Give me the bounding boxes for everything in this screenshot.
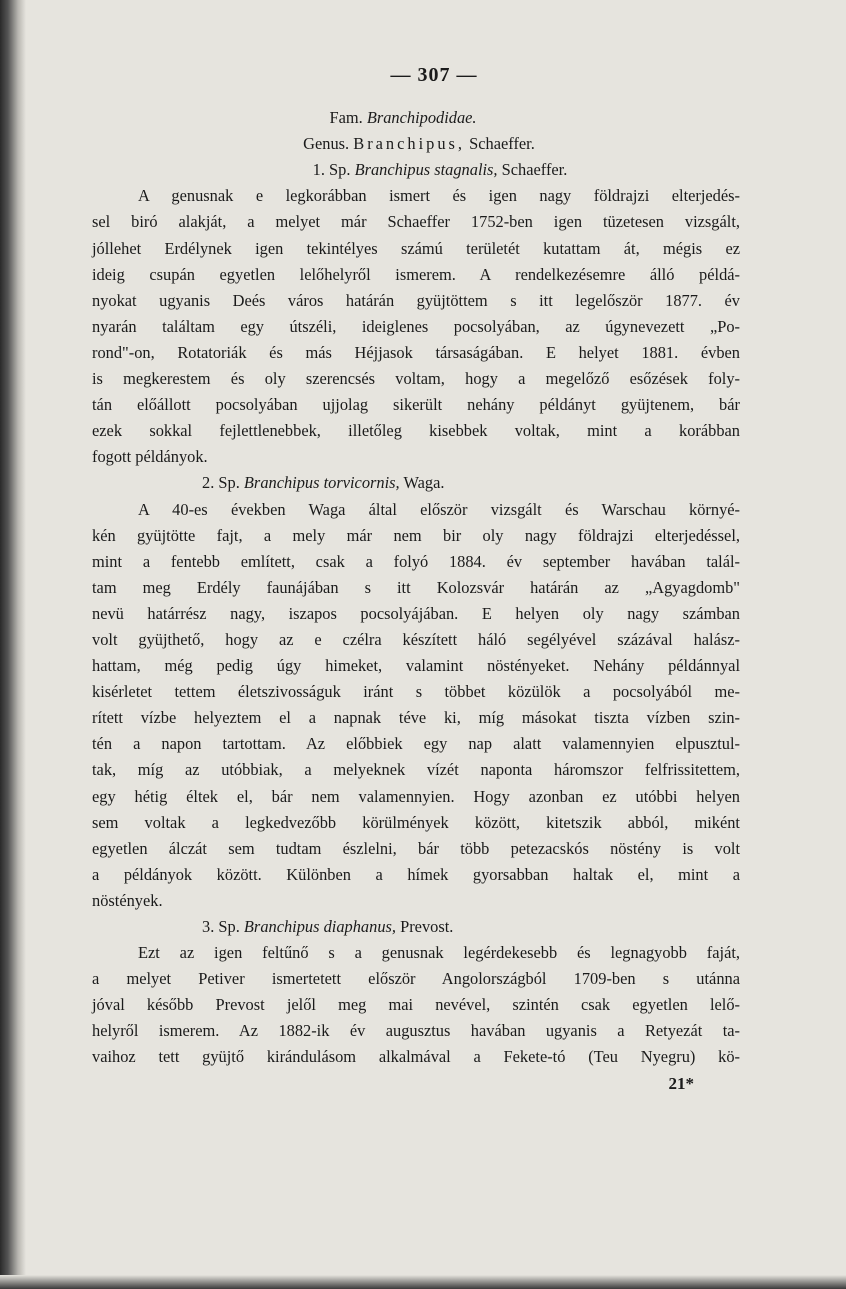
species-1-prefix: 1. Sp.: [312, 160, 351, 180]
genus-heading: [98, 131, 740, 157]
species-2-name: Branchipus torvicornis,: [243, 473, 400, 493]
paragraph-2-line: a példányok között. Különben a hímek gyorsabban haltak el, mint a: [92, 864, 740, 884]
species-3-heading: [92, 914, 740, 940]
paragraph-2-line: hattam, még pedig úgy himeket, valamint nöstényeket. Nehány példánnyal: [92, 656, 740, 676]
species-1-name: Branchipus stagnalis,: [354, 160, 498, 180]
paragraph-2: [92, 497, 740, 915]
family-prefix: Fam.: [329, 108, 363, 128]
species-3-prefix: 3. Sp.: [202, 917, 240, 936]
genus-author: Schaeffer.: [469, 134, 535, 154]
paragraph-1-line: tán előállott pocsolyában ujjolag sikerült nehány példányt gyüjtenem, bár: [92, 395, 740, 415]
species-2-author: Waga.: [403, 473, 445, 493]
paragraph-1-line: rond"-on, Rotatoriák és más Héjjasok társaságában. E helyet 1881. évben: [92, 342, 740, 362]
paragraph-2-line: A 40-es években Waga által először vizsgált és Warschau környé-: [138, 499, 740, 519]
paragraph-2-line: sem voltak a legkedvezőbb körülmények között, kitetszik abból, miként: [92, 812, 740, 832]
paragraph-2-line: tam meg Erdély faunájában s itt Kolozsvár határán az „Agyagdomb": [92, 577, 740, 597]
paragraph-1-line: fogott példányok.: [92, 447, 208, 467]
paragraph-2-line: egyetlen álczát sem tudtam észlelni, bár több petezacskós nöstény is volt: [92, 838, 740, 858]
paragraph-1-line: nyokat ugyanis Deés város határán gyüjtöttem s itt legelőször 1877. év: [92, 290, 740, 310]
binding-shadow: [0, 0, 26, 1289]
species-2-prefix: 2. Sp.: [202, 473, 240, 493]
paragraph-2-line: kisérletet tettem életszivosságuk iránt s többet közülök a pocsolyából me-: [92, 682, 740, 702]
paragraph-3-line: a melyet Petiver ismertetett először Angolországból 1709-ben s utánna: [92, 969, 740, 989]
paragraph-2-line: nevü határrész nagy, iszapos pocsolyájában. E helyen oly nagy számban: [92, 603, 740, 623]
paragraph-1-line: ideig csupán egyetlen lelőhelyről ismerem. A rendelkezésemre álló példá-: [92, 264, 740, 284]
paragraph-2-line: volt gyüjthető, hogy az e czélra készített háló segélyével százával halász-: [92, 629, 740, 649]
paragraph-1-line: nyarán találtam egy útszéli, ideiglenes pocsolyában, az úgynevezett „Po-: [92, 316, 740, 336]
family-name: Branchipodidae.: [366, 108, 477, 128]
paragraph-1-line: sel biró alakját, a melyet már Schaeffer 1752-ben igen tüzetesen vizsgált,: [92, 212, 740, 232]
paragraph-3-line: jóval később Prevost jelől meg mai nevével, szintén csak egyetlen lelő-: [92, 995, 740, 1015]
species-3-author: Prevost.: [400, 917, 454, 936]
paragraph-2-line: tén a napon tartottam. Az előbbiek egy nap alatt valamennyien elpusztul-: [92, 734, 740, 754]
paragraph-2-line: kén gyüjtötte fajt, a mely már nem bir oly nagy földrajzi elterjedéssel,: [92, 525, 740, 545]
page-number: — 307 —: [390, 64, 478, 86]
signature-mark: 21*: [668, 1073, 694, 1093]
paragraph-3-line: vaihoz tett gyüjtő kirándulásom alkalmával a Fekete-tó (Teu Nyegru) kö-: [92, 1047, 740, 1067]
paragraph-1-line: A genusnak e legkorábban ismert és igen nagy földrajzi elterjedés-: [138, 186, 740, 206]
paragraph-2-line: rített vízbe helyeztem el a napnak téve ki, míg másokat tiszta vízben szin-: [92, 708, 740, 728]
family-heading: [66, 105, 740, 131]
paragraph-3-line: helyről ismerem. Az 1882-ik év augusztus havában ugyanis a Retyezát ta-: [92, 1021, 740, 1041]
species-2-heading: [92, 470, 740, 496]
species-1-author: Schaeffer.: [501, 160, 568, 180]
paragraph-3: [92, 940, 740, 1070]
paragraph-3-line: Ezt az igen feltűnő s a genusnak legérdekesebb és legnagyobb faját,: [138, 943, 740, 963]
page-body: [92, 62, 740, 1097]
paragraph-1-line: jóllehet Erdélynek igen tekintélyes számú területét kutattam át, mégis ez: [92, 238, 740, 258]
species-1-heading: [140, 157, 740, 183]
species-3-name: Branchipus diaphanus,: [243, 917, 396, 936]
page-bottom-edge: [0, 1275, 846, 1289]
paragraph-1: [92, 183, 740, 470]
genus-name: Branchipus,: [353, 134, 466, 154]
paragraph-2-line: nöstények.: [92, 890, 163, 910]
paragraph-1-line: is megkerestem és oly szerencsés voltam, hogy a megelőző esőzések foly-: [92, 369, 740, 389]
paragraph-2-line: tak, míg az utóbbiak, a melyeknek vízét naponta háromszor felfrissitettem,: [92, 760, 740, 780]
paragraph-1-line: ezek sokkal fejlettlenebbek, illetőleg kisebbek voltak, mint a korábban: [92, 421, 740, 441]
paragraph-2-line: egy hétig éltek el, bár nem valamennyien. Hogy azonban ez utóbbi helyen: [92, 786, 740, 806]
paragraph-2-line: mint a fentebb említett, csak a folyó 1884. év september havában talál-: [92, 551, 740, 571]
genus-prefix: Genus.: [303, 134, 350, 154]
